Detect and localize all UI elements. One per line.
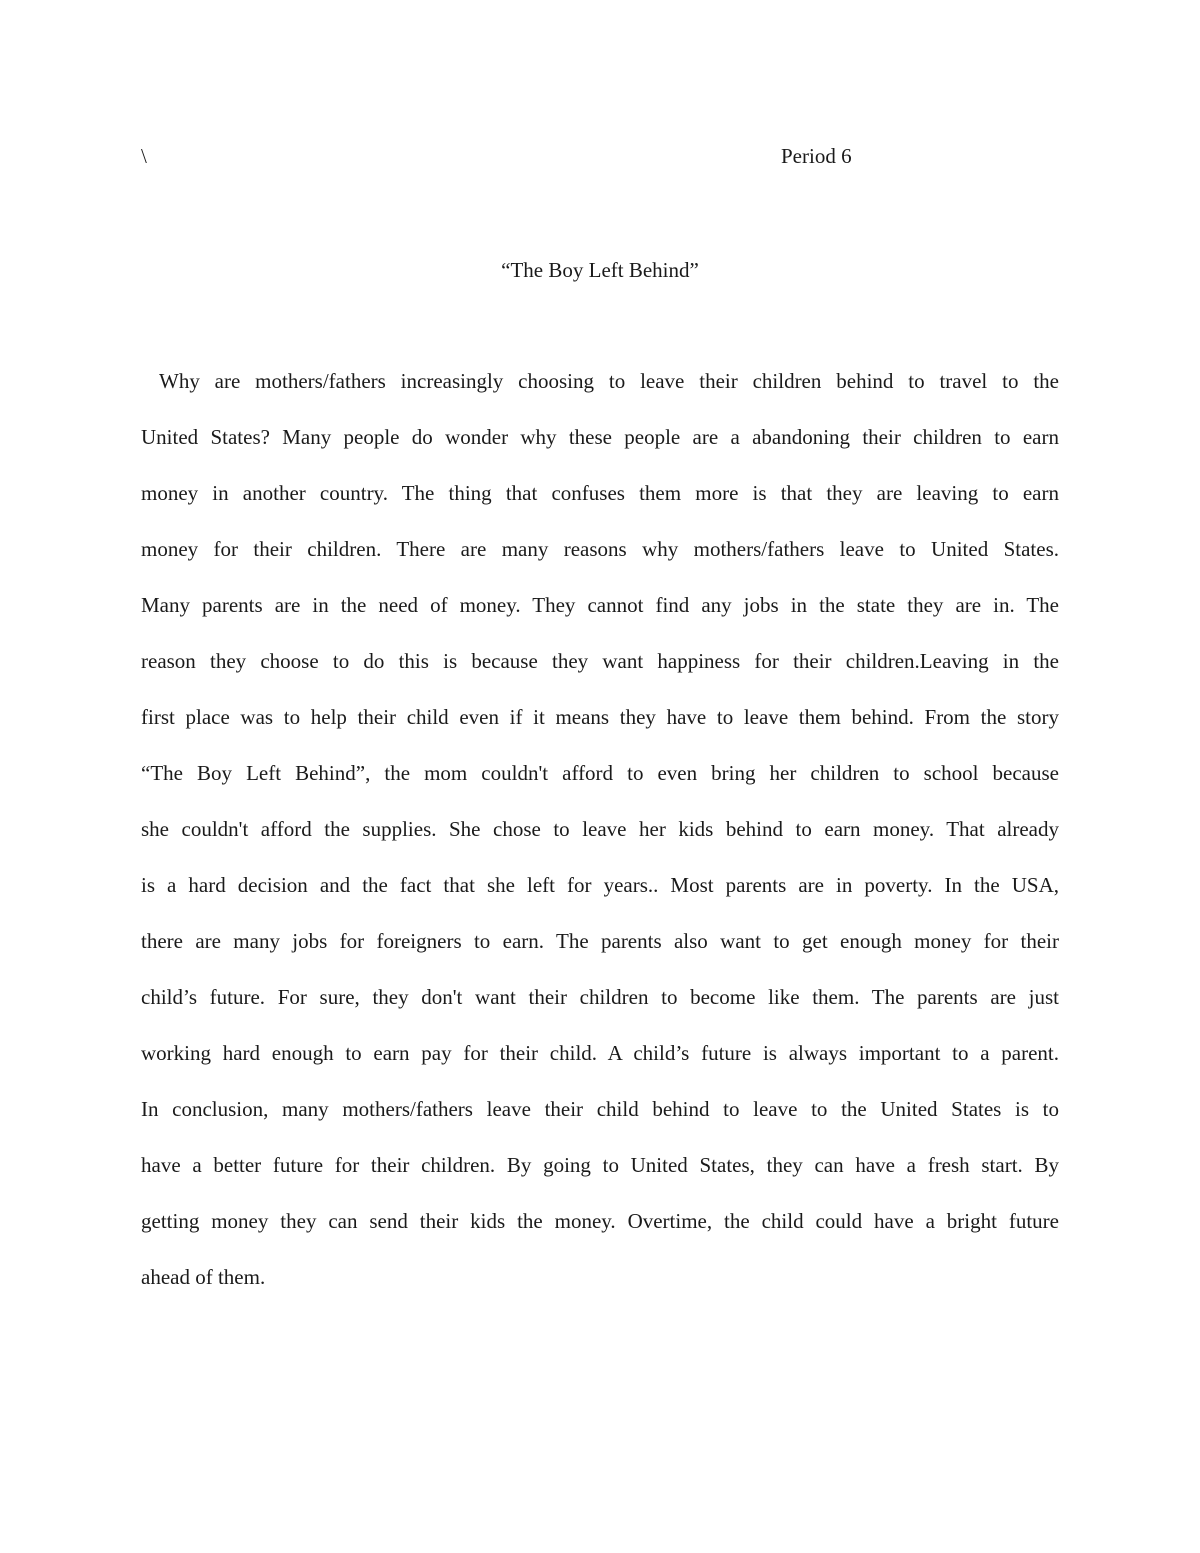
essay-line: money in another country. The thing that confuses them more is that they are leaving to earn xyxy=(141,481,1059,505)
essay-line: there are many jobs for foreigners to earn. The parents also want to get enough money for their xyxy=(141,929,1059,953)
essay-line: United States? Many people do wonder why these people are a abandoning their children to earn xyxy=(141,425,1059,449)
header-period: Period 6 xyxy=(781,144,852,168)
essay-body xyxy=(141,366,1059,1318)
essay-line: reason they choose to do this is because they want happiness for their children.Leaving in the xyxy=(141,649,1059,673)
essay-line: first place was to help their child even if it means they have to leave them behind. From the story xyxy=(141,705,1059,729)
essay-line: she couldn't afford the supplies. She chose to leave her kids behind to earn money. That already xyxy=(141,817,1059,841)
essay-line: Why are mothers/fathers increasingly choosing to leave their children behind to travel to the xyxy=(159,369,1059,393)
header-left-text: \ xyxy=(141,144,147,168)
essay-line: is a hard decision and the fact that she left for years.. Most parents are in poverty. In the USA, xyxy=(141,873,1059,897)
essay-line: child’s future. For sure, they don't want their children to become like them. The parents are just xyxy=(141,985,1059,1009)
essay-title: “The Boy Left Behind” xyxy=(501,258,699,282)
essay-line: have a better future for their children. By going to United States, they can have a fresh start. By xyxy=(141,1153,1059,1177)
essay-line: getting money they can send their kids the money. Overtime, the child could have a bright future xyxy=(141,1209,1059,1233)
essay-line: ahead of them. xyxy=(141,1265,266,1289)
essay-line: In conclusion, many mothers/fathers leave their child behind to leave to the United States is to xyxy=(141,1097,1059,1121)
essay-line: “The Boy Left Behind”, the mom couldn't afford to even bring her children to school because xyxy=(141,761,1059,785)
essay-line: working hard enough to earn pay for their child. A child’s future is always important to a parent. xyxy=(141,1041,1059,1065)
essay-line: money for their children. There are many reasons why mothers/fathers leave to United States. xyxy=(141,537,1059,561)
essay-line: Many parents are in the need of money. They cannot find any jobs in the state they are in. The xyxy=(141,593,1059,617)
